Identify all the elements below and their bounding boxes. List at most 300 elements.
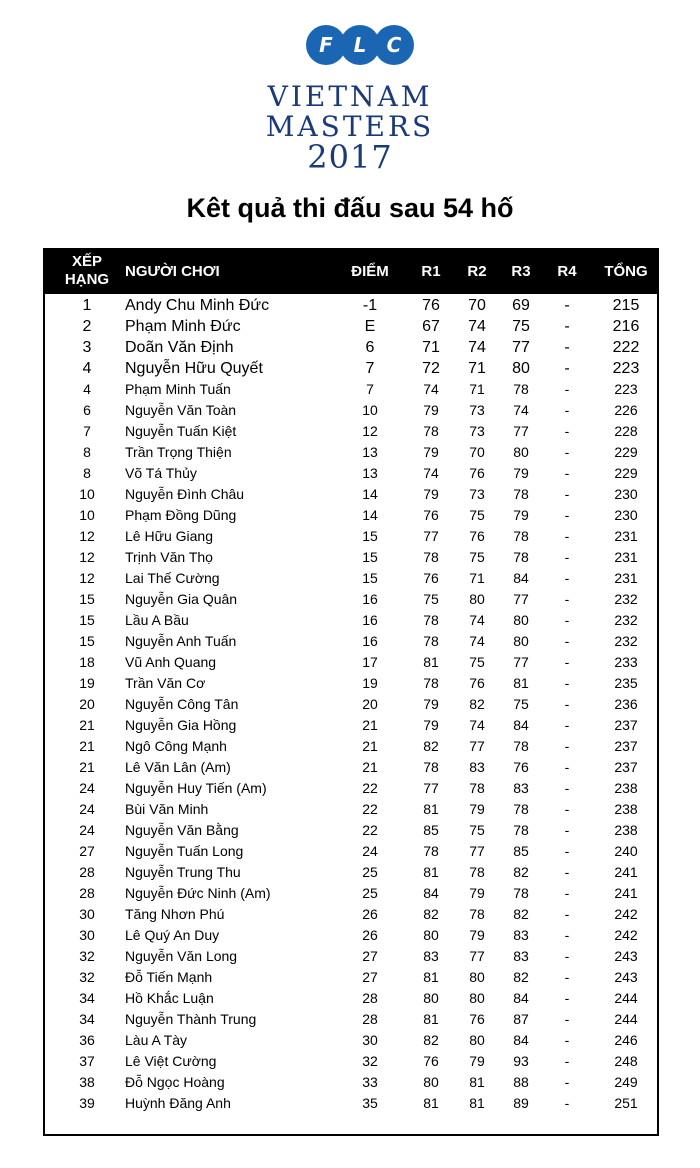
r3-score: 84	[513, 990, 529, 1006]
rank-cell: 28	[79, 864, 95, 880]
r1-score: 81	[423, 654, 439, 670]
r4-score: -	[564, 780, 570, 796]
header-rank	[47, 248, 127, 294]
total-score: 233	[614, 654, 638, 670]
r3-score: 87	[513, 1011, 529, 1027]
rank-cell: 21	[79, 717, 95, 733]
r4-score: -	[564, 1011, 570, 1027]
r3-score: 78	[513, 738, 529, 754]
logo-letter-l: L	[340, 25, 380, 65]
r3-score: 88	[513, 1074, 529, 1090]
r1-score: 81	[423, 1095, 439, 1111]
header-r1: R1	[421, 262, 441, 280]
r3-score: 78	[513, 486, 529, 502]
points-cell: 15	[362, 549, 378, 565]
total-score: 222	[612, 339, 640, 356]
rank-cell: 10	[79, 507, 95, 523]
player-name: Võ Tá Thủy	[125, 465, 197, 481]
points-cell: 30	[362, 1032, 378, 1048]
r3-score: 84	[513, 1032, 529, 1048]
points-cell: 32	[362, 1053, 378, 1069]
r2-score: 80	[469, 591, 485, 607]
rank-cell: 20	[79, 696, 95, 712]
table-row	[45, 1051, 657, 1072]
r2-score: 71	[469, 381, 485, 397]
rank-cell: 39	[79, 1095, 95, 1111]
r2-score: 80	[469, 969, 485, 985]
r2-score: 79	[469, 801, 485, 817]
r1-score: 79	[423, 696, 439, 712]
table-row	[45, 526, 657, 547]
rank-cell: 12	[79, 549, 95, 565]
r3-score: 81	[513, 675, 529, 691]
points-cell: 25	[362, 885, 378, 901]
table-row	[45, 778, 657, 799]
r1-score: 77	[423, 528, 439, 544]
rank-cell: 7	[83, 423, 91, 439]
r1-score: 81	[423, 969, 439, 985]
player-name: Ngô Công Mạnh	[125, 738, 227, 754]
total-score: 229	[614, 465, 638, 481]
r3-score: 83	[513, 948, 529, 964]
rank-cell: 27	[79, 843, 95, 859]
total-score: 251	[614, 1095, 638, 1111]
r2-score: 75	[469, 822, 485, 838]
table-row	[45, 505, 657, 526]
player-name: Nguyễn Gia Quân	[125, 591, 238, 607]
r4-score: -	[564, 549, 570, 565]
total-score: 229	[614, 444, 638, 460]
total-score: 243	[614, 948, 638, 964]
rank-cell: 36	[79, 1032, 95, 1048]
player-name: Đỗ Tiến Mạnh	[125, 969, 213, 985]
points-cell: 22	[362, 822, 378, 838]
r2-score: 76	[469, 528, 485, 544]
points-cell: 13	[362, 465, 378, 481]
table-row	[45, 1009, 657, 1030]
r3-score: 75	[513, 696, 529, 712]
points-cell: -1	[362, 297, 378, 314]
r1-score: 78	[423, 675, 439, 691]
r1-score: 74	[423, 381, 439, 397]
rank-cell: 6	[83, 402, 91, 418]
r4-score: -	[564, 360, 570, 377]
r3-score: 78	[513, 528, 529, 544]
points-cell: 22	[362, 801, 378, 817]
points-cell: 17	[362, 654, 378, 670]
r3-score: 77	[513, 591, 529, 607]
r3-score: 82	[513, 906, 529, 922]
points-cell: 35	[362, 1095, 378, 1111]
points-cell: 14	[362, 486, 378, 502]
player-name: Doãn Văn Định	[125, 339, 234, 356]
r4-score: -	[564, 612, 570, 628]
player-name: Phạm Đồng Dũng	[125, 507, 237, 523]
player-name: Nguyễn Văn Long	[125, 948, 238, 964]
r1-score: 83	[423, 948, 439, 964]
r4-score: -	[564, 381, 570, 397]
points-cell: 6	[365, 339, 375, 356]
total-score: 232	[614, 633, 638, 649]
table-row	[45, 610, 657, 631]
logo-text-masters: MASTERS	[265, 110, 435, 143]
r4-score: -	[564, 759, 570, 775]
header-r2: R2	[467, 262, 487, 280]
total-score: 223	[614, 381, 638, 397]
r2-score: 75	[469, 654, 485, 670]
player-name: Nguyễn Anh Tuấn	[125, 633, 237, 649]
player-name: Nguyễn Văn Toàn	[125, 402, 237, 418]
table-row	[45, 589, 657, 610]
r1-score: 79	[423, 717, 439, 733]
player-name: Nguyễn Huy Tiến (Am)	[125, 780, 267, 796]
points-cell: E	[364, 318, 376, 335]
player-name: Lê Việt Cường	[125, 1053, 217, 1069]
points-cell: 16	[362, 633, 378, 649]
table-row	[45, 547, 657, 568]
total-score: 237	[614, 717, 638, 733]
total-score: 236	[614, 696, 638, 712]
r4-score: -	[564, 570, 570, 586]
r2-score: 73	[469, 486, 485, 502]
total-score: 230	[614, 486, 638, 502]
r4-score: -	[564, 654, 570, 670]
r1-score: 67	[422, 318, 440, 335]
total-score: 237	[614, 759, 638, 775]
flc-logo-mark	[306, 25, 416, 69]
total-score: 232	[614, 591, 638, 607]
r1-score: 79	[423, 486, 439, 502]
points-cell: 20	[362, 696, 378, 712]
table-row	[45, 694, 657, 715]
rank-cell: 8	[83, 444, 91, 460]
r1-score: 72	[422, 360, 440, 377]
table-row	[45, 925, 657, 946]
rank-cell: 2	[82, 318, 92, 335]
r3-score: 83	[513, 780, 529, 796]
rank-cell: 34	[79, 990, 95, 1006]
player-name: Đỗ Ngọc Hoàng	[125, 1074, 225, 1090]
r1-score: 78	[423, 759, 439, 775]
total-score: 228	[614, 423, 638, 439]
table-header	[45, 248, 657, 294]
table-row	[45, 568, 657, 589]
r2-score: 80	[469, 990, 485, 1006]
rank-cell: 38	[79, 1074, 95, 1090]
rank-cell: 19	[79, 675, 95, 691]
player-name: Lê Văn Lân (Am)	[125, 759, 231, 775]
points-cell: 7	[365, 360, 375, 377]
total-score: 226	[614, 402, 638, 418]
points-cell: 14	[362, 507, 378, 523]
points-cell: 15	[362, 528, 378, 544]
r3-score: 75	[512, 318, 530, 335]
points-cell: 7	[366, 381, 374, 397]
table-row	[45, 358, 657, 379]
player-name: Làu A Tày	[125, 1032, 188, 1048]
r2-score: 82	[469, 696, 485, 712]
rank-cell: 8	[83, 465, 91, 481]
r2-score: 74	[469, 717, 485, 733]
r4-score: -	[564, 423, 570, 439]
player-name: Phạm Minh Đức	[125, 318, 241, 335]
total-score: 231	[614, 549, 638, 565]
r1-score: 80	[423, 1074, 439, 1090]
r1-score: 74	[423, 465, 439, 481]
player-name: Tăng Nhơn Phú	[125, 906, 225, 922]
table-row	[45, 904, 657, 925]
r3-score: 79	[513, 465, 529, 481]
player-name: Lai Thế Cường	[125, 570, 220, 586]
r3-score: 80	[513, 444, 529, 460]
r4-score: -	[564, 696, 570, 712]
header-rank-line1: XẾP	[71, 253, 102, 270]
header-r4: R4	[557, 262, 577, 280]
player-name: Phạm Minh Tuấn	[125, 381, 231, 397]
r4-score: -	[564, 969, 570, 985]
r3-score: 69	[512, 297, 530, 314]
rank-cell: 24	[79, 780, 95, 796]
rank-cell: 30	[79, 927, 95, 943]
r2-score: 75	[469, 549, 485, 565]
r4-score: -	[564, 675, 570, 691]
player-name: Nguyễn Hữu Quyết	[125, 360, 263, 377]
total-score: 232	[614, 612, 638, 628]
player-name: Nguyễn Đình Châu	[125, 486, 245, 502]
r4-score: -	[564, 297, 570, 314]
player-name: Hồ Khắc Luận	[125, 990, 214, 1006]
r3-score: 83	[513, 927, 529, 943]
rank-cell: 32	[79, 948, 95, 964]
total-score: 246	[614, 1032, 638, 1048]
r3-score: 93	[513, 1053, 529, 1069]
player-name: Trần Trọng Thiện	[125, 444, 232, 460]
r4-score: -	[564, 717, 570, 733]
points-cell: 26	[362, 906, 378, 922]
rank-cell: 21	[79, 738, 95, 754]
table-row	[45, 946, 657, 967]
r4-score: -	[564, 633, 570, 649]
total-score: 216	[612, 318, 640, 335]
table-row	[45, 463, 657, 484]
table-row	[45, 862, 657, 883]
r2-score: 78	[469, 906, 485, 922]
r3-score: 82	[513, 864, 529, 880]
rank-cell: 34	[79, 1011, 95, 1027]
r1-score: 78	[423, 549, 439, 565]
r4-score: -	[564, 801, 570, 817]
r1-score: 84	[423, 885, 439, 901]
r4-score: -	[564, 864, 570, 880]
r1-score: 76	[423, 1053, 439, 1069]
r2-score: 79	[469, 927, 485, 943]
r3-score: 78	[513, 822, 529, 838]
total-score: 215	[612, 297, 640, 314]
r3-score: 84	[513, 717, 529, 733]
player-name: Andy Chu Minh Đức	[125, 297, 270, 314]
player-name: Trịnh Văn Thọ	[125, 549, 213, 565]
r2-score: 81	[469, 1074, 485, 1090]
total-score: 243	[614, 969, 638, 985]
table-row	[45, 673, 657, 694]
table-row	[45, 820, 657, 841]
points-cell: 25	[362, 864, 378, 880]
player-name: Huỳnh Đăng Anh	[125, 1095, 231, 1111]
r1-score: 75	[423, 591, 439, 607]
r4-score: -	[564, 738, 570, 754]
player-name: Nguyễn Trung Thu	[125, 864, 241, 880]
r2-score: 73	[469, 402, 485, 418]
points-cell: 27	[362, 948, 378, 964]
r1-score: 78	[423, 843, 439, 859]
total-score: 244	[614, 1011, 638, 1027]
total-score: 244	[614, 990, 638, 1006]
logo-text-vietnam: VIETNAM	[267, 80, 433, 113]
player-name: Lê Hữu Giang	[125, 528, 213, 544]
rank-cell: 15	[79, 633, 95, 649]
player-name: Nguyễn Đức Ninh (Am)	[125, 885, 271, 901]
r4-score: -	[564, 1074, 570, 1090]
r2-score: 70	[468, 297, 486, 314]
total-score: 230	[614, 507, 638, 523]
r4-score: -	[564, 843, 570, 859]
r1-score: 85	[423, 822, 439, 838]
points-cell: 21	[362, 717, 378, 733]
r3-score: 85	[513, 843, 529, 859]
header-points: ĐIỂM	[351, 262, 389, 280]
r4-score: -	[564, 1095, 570, 1111]
table-row	[45, 1030, 657, 1051]
r1-score: 71	[422, 339, 440, 356]
total-score: 242	[614, 906, 638, 922]
table-row	[45, 757, 657, 778]
total-score: 231	[614, 528, 638, 544]
r2-score: 74	[469, 612, 485, 628]
player-name: Nguyễn Tuấn Kiệt	[125, 423, 237, 439]
table-row	[45, 1093, 657, 1114]
r2-score: 78	[469, 780, 485, 796]
table-row	[45, 967, 657, 988]
player-name: Lê Quý An Duy	[125, 927, 220, 943]
r4-score: -	[564, 927, 570, 943]
rank-cell: 30	[79, 906, 95, 922]
r1-score: 79	[423, 444, 439, 460]
r4-score: -	[564, 339, 570, 356]
r4-score: -	[564, 1053, 570, 1069]
rank-cell: 4	[82, 360, 92, 377]
r1-score: 82	[423, 1032, 439, 1048]
logo-letter-c: C	[374, 25, 414, 65]
points-cell: 19	[362, 675, 378, 691]
r4-score: -	[564, 507, 570, 523]
r2-score: 70	[469, 444, 485, 460]
player-name: Nguyễn Thành Trung	[125, 1011, 257, 1027]
points-cell: 10	[362, 402, 378, 418]
r2-score: 71	[469, 570, 485, 586]
header-rank-line2: HẠNG	[64, 271, 110, 288]
r1-score: 78	[423, 633, 439, 649]
r3-score: 77	[512, 339, 530, 356]
r2-score: 74	[468, 318, 486, 335]
r1-score: 82	[423, 738, 439, 754]
player-name: Lầu A Bầu	[125, 612, 189, 628]
r2-score: 76	[469, 1011, 485, 1027]
player-name: Nguyễn Tuấn Long	[125, 843, 244, 859]
player-name: Vũ Anh Quang	[125, 654, 217, 670]
header-player: NGƯỜI CHƠI	[125, 262, 220, 280]
r3-score: 89	[513, 1095, 529, 1111]
table-row	[45, 631, 657, 652]
r2-score: 75	[469, 507, 485, 523]
r3-score: 80	[512, 360, 530, 377]
r4-score: -	[564, 465, 570, 481]
r3-score: 76	[513, 759, 529, 775]
r4-score: -	[564, 885, 570, 901]
total-score: 231	[614, 570, 638, 586]
rank-cell: 21	[79, 759, 95, 775]
table-row	[45, 337, 657, 358]
r3-score: 78	[513, 381, 529, 397]
r3-score: 77	[513, 423, 529, 439]
table-row	[45, 400, 657, 421]
r3-score: 79	[513, 507, 529, 523]
r4-score: -	[564, 402, 570, 418]
rank-cell: 4	[83, 381, 91, 397]
r3-score: 77	[513, 654, 529, 670]
header-r3: R3	[511, 262, 531, 280]
points-cell: 16	[362, 612, 378, 628]
points-cell: 28	[362, 1011, 378, 1027]
points-cell: 21	[362, 759, 378, 775]
logo-letter-f: F	[306, 25, 346, 65]
r2-score: 77	[469, 948, 485, 964]
r1-score: 78	[423, 612, 439, 628]
player-name: Nguyễn Gia Hồng	[125, 717, 237, 733]
table-row	[45, 841, 657, 862]
total-score: 249	[614, 1074, 638, 1090]
r4-score: -	[564, 528, 570, 544]
r3-score: 78	[513, 801, 529, 817]
total-score: 242	[614, 927, 638, 943]
r1-score: 81	[423, 1011, 439, 1027]
r2-score: 80	[469, 1032, 485, 1048]
points-cell: 12	[362, 423, 378, 439]
table-row	[45, 715, 657, 736]
rank-cell: 1	[82, 297, 92, 314]
table-row	[45, 379, 657, 400]
r1-score: 76	[422, 297, 440, 314]
r1-score: 76	[423, 570, 439, 586]
r4-score: -	[564, 906, 570, 922]
r1-score: 76	[423, 507, 439, 523]
r4-score: -	[564, 1032, 570, 1048]
r1-score: 81	[423, 864, 439, 880]
table-row	[45, 652, 657, 673]
rank-cell: 24	[79, 822, 95, 838]
total-score: 248	[614, 1053, 638, 1069]
rank-cell: 15	[79, 612, 95, 628]
r3-score: 80	[513, 612, 529, 628]
r4-score: -	[564, 444, 570, 460]
total-score: 238	[614, 801, 638, 817]
r3-score: 78	[513, 549, 529, 565]
total-score: 238	[614, 822, 638, 838]
total-score: 241	[614, 885, 638, 901]
r2-score: 76	[469, 465, 485, 481]
r4-score: -	[564, 591, 570, 607]
r2-score: 73	[469, 423, 485, 439]
rank-cell: 10	[79, 486, 95, 502]
